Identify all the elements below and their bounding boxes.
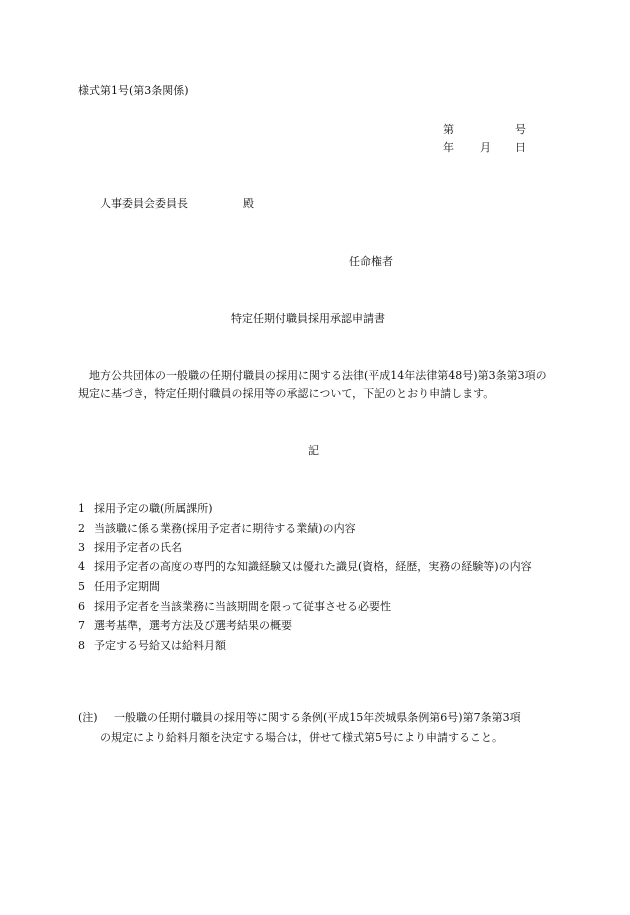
- list-item: [78, 597, 552, 617]
- note-label: (注): [78, 711, 98, 724]
- item-number: 5: [78, 580, 85, 593]
- item-number: 4: [78, 559, 85, 573]
- date-month-label: 月: [480, 141, 491, 154]
- date-day-label: 日: [515, 141, 526, 154]
- item-text: 予定する号給又は給料月額: [94, 638, 226, 652]
- number-dai-label: 第: [443, 123, 454, 136]
- number-go-label: 号: [515, 123, 526, 136]
- addressee-name: 人事委員会委員長: [100, 197, 188, 210]
- list-item: [78, 577, 552, 597]
- note-section: [78, 708, 552, 748]
- item-number: 7: [78, 619, 85, 632]
- note-line-1: 一般職の任期付職員の採用等に関する条例(平成15年茨城県条例第6号)第7条第3項: [114, 711, 521, 724]
- item-number: 3: [78, 541, 85, 554]
- item-number: 6: [78, 599, 85, 613]
- appointer-label: 任命権者: [349, 255, 393, 268]
- addressee-honorific: 殿: [243, 197, 254, 210]
- item-text: 選考基準，選考方法及び選考結果の概要: [94, 619, 292, 632]
- date-year-label: 年: [443, 141, 454, 154]
- item-text: 採用予定者の氏名: [94, 541, 182, 554]
- item-list: [78, 499, 552, 655]
- list-item: [78, 519, 552, 539]
- item-number: 1: [78, 502, 85, 515]
- list-item: [78, 558, 552, 578]
- body-paragraph: 地方公共団体の一般職の任期付職員の採用に関する法律(平成14年法律第48号)第3条第3項の規定に基づき，特定任期付職員の採用等の承認について，下記のとおり申請します。: [78, 369, 547, 400]
- form-number-label: 様式第1号(第3条関係): [78, 84, 189, 97]
- item-number: 8: [78, 638, 85, 652]
- ki-heading: 記: [308, 444, 319, 457]
- item-text: 任用予定期間: [94, 580, 160, 593]
- note-line-2: の規定により給料月額を決定する場合は，併せて様式第5号により申請すること。: [100, 731, 503, 744]
- list-item: [78, 538, 552, 558]
- item-text: 採用予定の職(所属課所): [94, 502, 213, 515]
- item-text: 採用予定者を当該業務に当該期間を限って従事させる必要性: [94, 599, 391, 613]
- document-title: 特定任期付職員採用承認申請書: [231, 312, 385, 325]
- list-item: [78, 636, 552, 656]
- item-text: 採用予定者の高度の専門的な知識経験又は優れた識見(資格，経歴，実務の経験等)の内容: [94, 559, 532, 573]
- list-item: [78, 616, 552, 636]
- item-text: 当該職に係る業務(採用予定者に期待する業績)の内容: [94, 521, 356, 535]
- list-item: [78, 499, 552, 519]
- item-number: 2: [78, 521, 85, 535]
